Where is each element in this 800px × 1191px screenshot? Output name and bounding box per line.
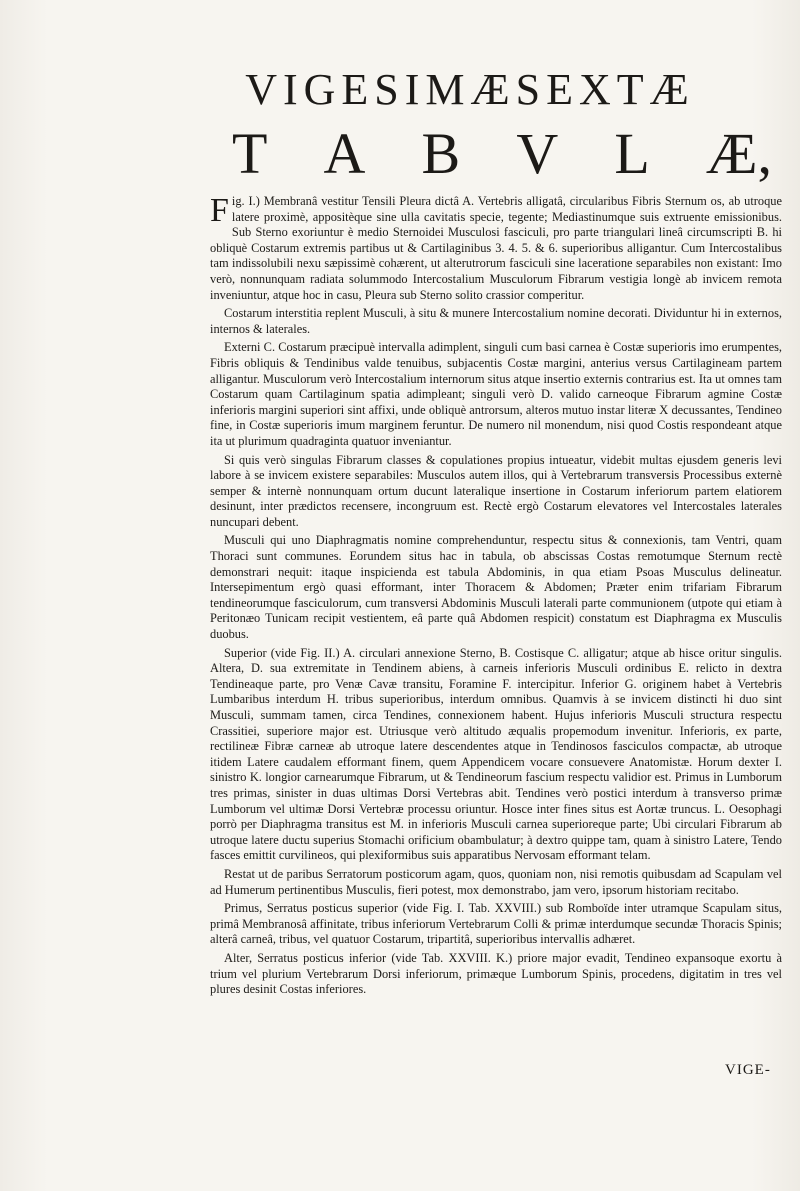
paragraph: Alter, Serratus posticus inferior (vide Tab. XXVIII. K.) priore major evadit, Tendineo expansoque exortu à trium vel plurium Vertebrarum Dorsi inferiorum, primæque Lumborum Spinis, procedens, digitatim in tres vel plures desinit Costas inferiores. bbox=[210, 950, 782, 997]
heading-letter: L bbox=[614, 121, 650, 186]
heading-letter: Æ, bbox=[705, 121, 772, 186]
paragraph: Costarum interstitia replent Musculi, à situ & munere Intercostalium nomine decorati. Dividuntur hi in externos, internos & laterales. bbox=[210, 306, 782, 336]
paragraph: Restat ut de paribus Serratorum posticorum agam, quos, quoniam non, nisi remotis quibusdam ad Scapulam vel ad Humerum pertinentibus Musculis, fieri potest, mox demonstrabo, jam vero, ipsorum historiam recitabo. bbox=[210, 866, 782, 897]
drop-cap: F bbox=[210, 192, 229, 229]
paragraph: Primus, Serratus posticus superior (vide Fig. I. Tab. XXVIII.) sub Romboïde inter utramque Scapulam situs, primâ Membranosâ affinitate, tribus inferiorum Vertebrarum Colli & primæ interdumque secundæ Thoracis Spinis; alterâ carneâ, tribus, vel quatuor Costarum, tripartitâ, superioribus intervallis adhæret. bbox=[210, 901, 782, 947]
paragraph: Externi C. Costarum præcipuè intervalla adimplent, singuli cum basi carnea è Costæ superioris imo erumpentes, Fibris obliquis & Tendinibus valde tenuibus, subjacentis Costæ margini, anterius versus Cartilagineam partem alligantur. Musculorum verò Intercostalium internorum situs atque insertio externis contrarius est. Ita ut omnes tam Costarum quam Cartilaginum spatia adimpleant; singuli verò D. valido carneoque Fibrarum agmine Costæ inferioris margini superiori sint affixi, unde obliquè antrorsum, alteros mutuo instar literæ X decussantes, Tendineo fine, in Costæ superioris imum marginem feruntur. De numero nil monendum, nisi quod Costis respondeant atque ita ut plurimum quadraginta quatuor inveniantur. bbox=[210, 340, 782, 448]
paragraph: Superior (vide Fig. II.) A. circulari annexione Sterno, B. Costisque C. alligatur; atque ab hisce oritur singulis. Altera, D. sua extremitate in Tendinem abiens, à carneis inferioris Musculi ordinibus E. relicto in dextra Tendineaque parte, pro Venæ Cavæ transitu, Foramine F. intercipitur. Inferior G. originem habet à Vertebris Lumbaribus interdum H. tribus superioribus, interdum omnibus. Quamvis à se invicem distincti hi duo sint Musculi, summam tamen, circa Tendines, connexionem habent. Hujus inferioris Musculi structura respectu Crassitiei, superiore major est. Utriusque verò altitudo æqualis propemodum invenitur. Inferioris, ex parte, rectilineæ Fibræ carneæ ab utroque latere descendentes atque in Tendinosos fasciculos compactæ, ab utroque itidem Latere caudalem efformant finem, quem Appendicem vocare consuevere Anatomistæ. Horum dexter I. sinistro K. longior carnearumque Fibrarum, ut & Tendineorum fascium respectu validior est. Primus in Lumborum tres primas, sinister in duas ultimas Dorsi Vertebras abit. Tendines verò postici interdum à transverso primæ Lumborum vel ultimæ Dorsi Vertebræ processu oriuntur. Hosce inter fines situs est Aortæ truncus. L. Oesophagi porrò per Diaphragma transitus est M. in inferioris Musculi carnea superioreque parte; Ubi circulari Fibrarum ab utroque latere ductu superius Stomachi orificium obambulatur; à dextro quippe tam, quam à sinistro Latere, Tendo fasces emittit curvilineos, qui plexiformibus suis apparatibus Nervosam efformant telam. bbox=[210, 645, 782, 863]
heading-line-1: VIGESIMÆSEXTÆ bbox=[245, 65, 695, 114]
paragraph: Musculi qui uno Diaphragmatis nomine comprehenduntur, respectu situs & connexionis, tam Ventri, quam Thoraci sunt communes. Eorundem situs hac in tabula, ob abscissas Costas remotumque Sternum rectè demonstrari nequit: itaque inspicienda est tabula Abdominis, in qua etiam Psoas Musculus delineatur. Intersepimentum ergò quasi efformant, inter Thoracem & Abdomen; Præter enim trifariam Fibrarum tendineorumque fasciculorum, cum transversi Abdominis Musculi laterali parte communionem (utpote qui etiam à Peritonæo Tunicam recipit vestientem, eâ parte quâ Abdomen respicit) constatum est Diaphragma ex Musculis duobus. bbox=[210, 533, 782, 642]
heading-letter: B bbox=[421, 121, 461, 186]
heading-letter: A bbox=[323, 121, 366, 186]
heading-letter: V bbox=[516, 121, 559, 186]
heading-line-2 bbox=[232, 121, 772, 186]
heading-letter: T bbox=[232, 121, 268, 186]
paragraph: Si quis verò singulas Fibrarum classes & copulationes propius intueatur, videbit multas ejusdem generis levi labore à se invicem existere separabiles: Musculos autem illos, qui à Vertebrarum transversis Processibus externè semper & internè nonnunquam ortum ducunt lateralique insertione in Costarum inferiorum partem elatiorem desinunt, inter prædictos recensere, incongruum est. Rectè ergò Costarum elevatores vel Intercostales laterales nuncupari debent. bbox=[210, 452, 782, 529]
catchword: VIGE- bbox=[725, 1062, 771, 1078]
paragraph: Fig. I.) Membranâ vestitur Tensili Pleura dictâ A. Vertebris alligatâ, circularibus Fibris Sternum os, ab utroque latere proximè, appositèque sine ulla cavitatis specie, tegente; Mediastinumque suis extruente emissionibus. Sub Sterno exoriuntur è medio Sternoidei Musculosi fasciculi, pro parte triangulari lineâ circumscripti B. hi obliquè Costarum extremis partibus ut & Cartilaginibus 3. 4. 5. & 6. superioribus alligantur. Cum Intercostalibus tam indissolubili nexu sæpissimè cohærent, ut alterutrorum fasciculi sine laceratione separabiles non existant: Imo verò, nonnunquam radiata solummodo Intercostalium Musculorum Fibrarum vestigia longè ab invicem remota inveniuntur, atque hoc in casu, Pleura sub Sterno solito crassior comperitur. bbox=[210, 192, 782, 302]
body-text bbox=[210, 194, 782, 1001]
